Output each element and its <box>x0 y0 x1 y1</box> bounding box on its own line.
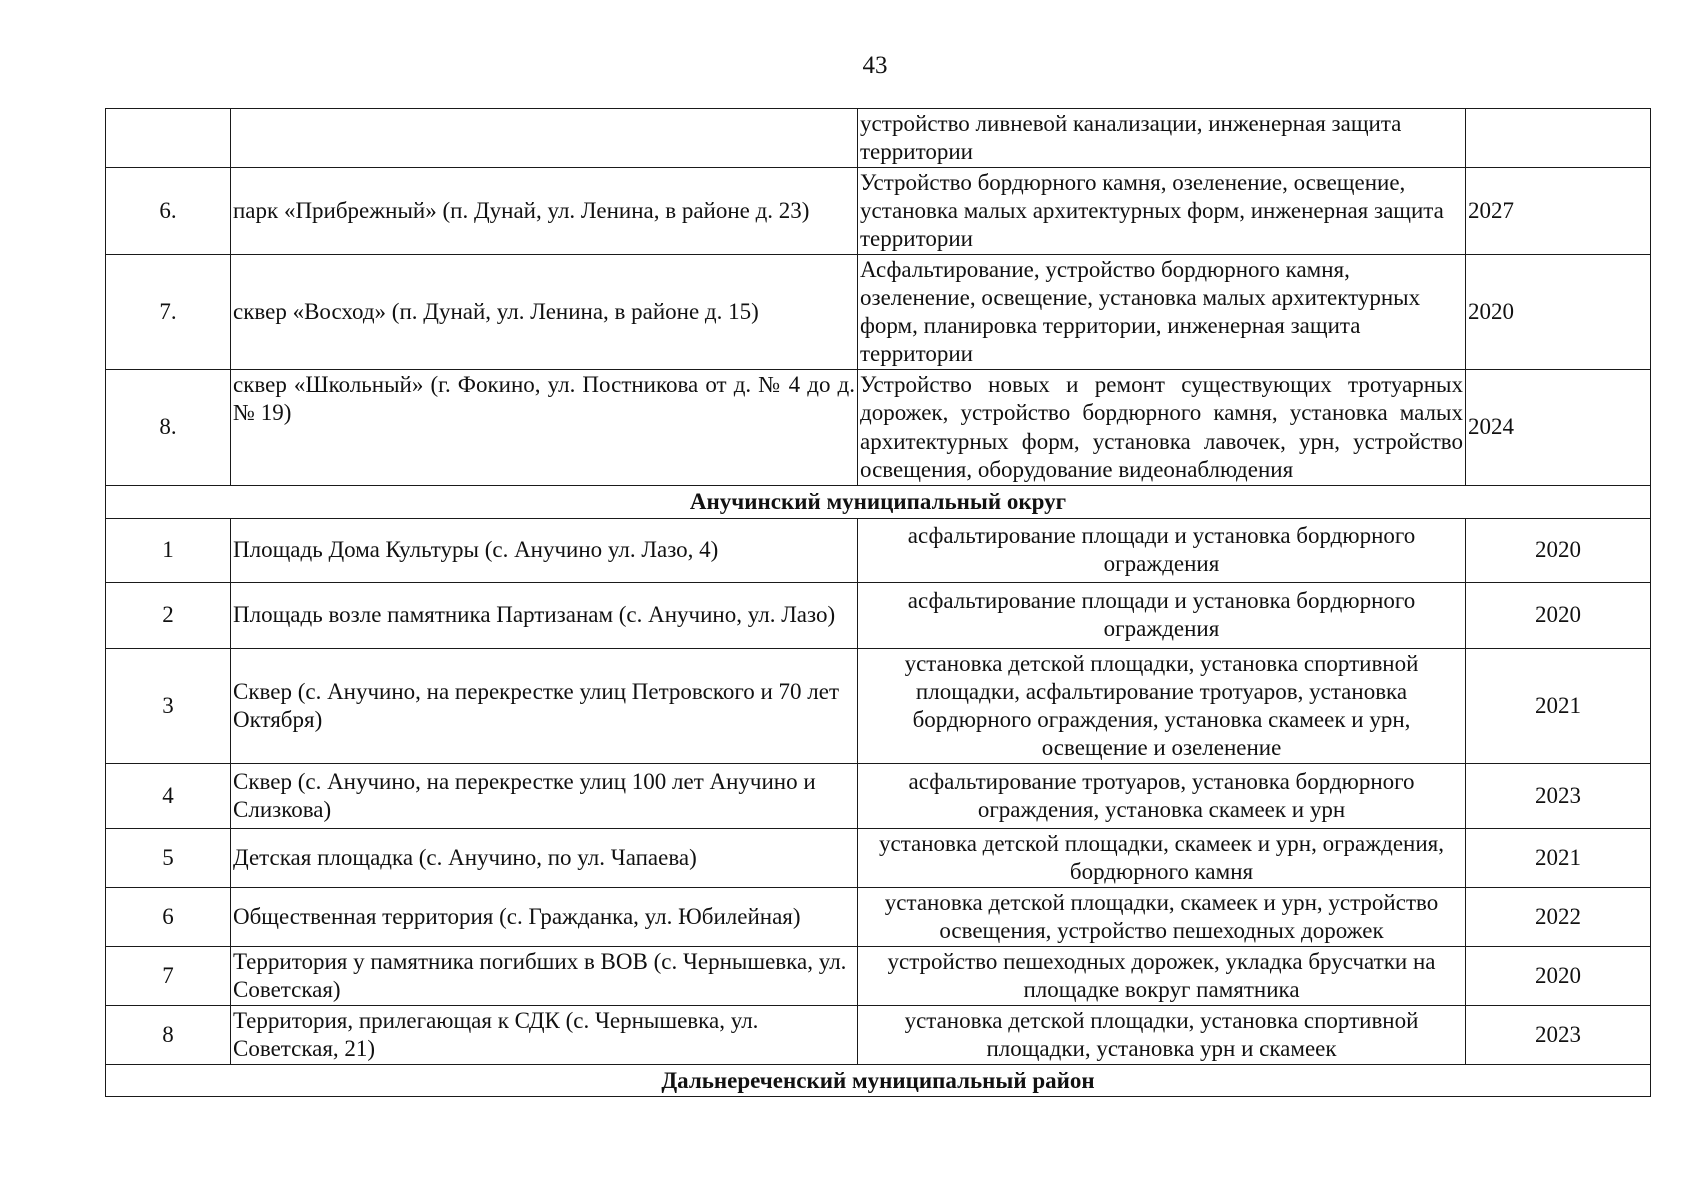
section-header-row <box>106 1065 1651 1097</box>
row-number: 6. <box>106 168 231 255</box>
work-description: устройство пешеходных дорожек, укладка брусчатки на площадке вокруг памятника <box>858 946 1466 1005</box>
table-row <box>106 887 1651 946</box>
row-number: 8. <box>106 370 231 485</box>
section-header-row <box>106 485 1651 518</box>
territory-name: Площадь Дома Культуры (с. Анучино ул. Лазо, 4) <box>231 518 858 582</box>
completion-year: 2023 <box>1466 763 1651 828</box>
page-number: 43 <box>862 52 888 79</box>
territory-name: Территория, прилегающая к СДК (с. Чернышевка, ул. Советская, 21) <box>231 1006 858 1065</box>
row-number: 5 <box>106 828 231 887</box>
row-number: 1 <box>106 518 231 582</box>
section-title: Дальнереченский муниципальный район <box>106 1065 1651 1097</box>
table-row <box>106 1006 1651 1065</box>
completion-year: 2027 <box>1466 168 1651 255</box>
territory-name: Сквер (с. Анучино, на перекрестке улиц 100 лет Анучино и Слизкова) <box>231 763 858 828</box>
completion-year: 2020 <box>1466 946 1651 1005</box>
work-description: установка детской площадки, скамеек и урн, устройство освещения, устройство пешеходных дорожек <box>858 887 1466 946</box>
row-number: 7 <box>106 946 231 1005</box>
territory-name: парк «Прибрежный» (п. Дунай, ул. Ленина, в районе д. 23) <box>231 168 858 255</box>
row-number: 6 <box>106 887 231 946</box>
completion-year: 2020 <box>1466 518 1651 582</box>
section-title: Анучинский муниципальный округ <box>106 485 1651 518</box>
work-description: асфальтирование площади и установка бордюрного ограждения <box>858 582 1466 648</box>
row-number: 8 <box>106 1006 231 1065</box>
table-row <box>106 648 1651 763</box>
row-number: 3 <box>106 648 231 763</box>
completion-year: 2021 <box>1466 648 1651 763</box>
table-row <box>106 518 1651 582</box>
work-description: установка детской площадки, скамеек и урн, ограждения, бордюрного камня <box>858 828 1466 887</box>
completion-year: 2022 <box>1466 887 1651 946</box>
work-description: установка детской площадки, установка спортивной площадки, асфальтирование тротуаров, установка бордюрного ограждения, установка скамеек и урн, освещение и озеленение <box>858 648 1466 763</box>
territory-name: сквер «Восход» (п. Дунай, ул. Ленина, в районе д. 15) <box>231 255 858 370</box>
territory-name: Общественная территория (с. Гражданка, ул. Юбилейная) <box>231 887 858 946</box>
completion-year: 2024 <box>1466 370 1651 485</box>
completion-year: 2023 <box>1466 1006 1651 1065</box>
work-description: Устройство новых и ремонт существующих тротуарных дорожек, устройство бордюрного камня, установка малых архитектурных форм, установка лавочек, урн, устройство освещения, оборудование видеонаблюдения <box>858 370 1466 485</box>
work-description: Асфальтирование, устройство бордюрного камня, озеленение, освещение, установка малых архитектурных форм, планировка территории, инженерная защита территории <box>858 255 1466 370</box>
row-number: 7. <box>106 255 231 370</box>
table-row <box>106 582 1651 648</box>
work-description: асфальтирование площади и установка бордюрного ограждения <box>858 518 1466 582</box>
improvement-table <box>105 108 1651 1097</box>
work-description: Устройство бордюрного камня, озеленение, освещение, установка малых архитектурных форм, инженерная защита территории <box>858 168 1466 255</box>
row-number: 4 <box>106 763 231 828</box>
territory-name <box>231 109 858 168</box>
completion-year: 2021 <box>1466 828 1651 887</box>
table-row <box>106 109 1651 168</box>
table-row <box>106 168 1651 255</box>
table-row <box>106 763 1651 828</box>
table-row <box>106 946 1651 1005</box>
territory-name: Площадь возле памятника Партизанам (с. Анучино, ул. Лазо) <box>231 582 858 648</box>
completion-year: 2020 <box>1466 255 1651 370</box>
territory-name: сквер «Школьный» (г. Фокино, ул. Постникова от д. № 4 до д. № 19) <box>231 370 858 485</box>
row-number <box>106 109 231 168</box>
work-description: устройство ливневой канализации, инженерная защита территории <box>858 109 1466 168</box>
table-row <box>106 828 1651 887</box>
territory-name: Сквер (с. Анучино, на перекрестке улиц Петровского и 70 лет Октября) <box>231 648 858 763</box>
row-number: 2 <box>106 582 231 648</box>
territory-name: Территория у памятника погибших в ВОВ (с. Чернышевка, ул. Советская) <box>231 946 858 1005</box>
table-row <box>106 370 1651 485</box>
territory-name: Детская площадка (с. Анучино, по ул. Чапаева) <box>231 828 858 887</box>
table-row <box>106 255 1651 370</box>
completion-year <box>1466 109 1651 168</box>
completion-year: 2020 <box>1466 582 1651 648</box>
work-description: асфальтирование тротуаров, установка бордюрного ограждения, установка скамеек и урн <box>858 763 1466 828</box>
work-description: установка детской площадки, установка спортивной площадки, установка урн и скамеек <box>858 1006 1466 1065</box>
